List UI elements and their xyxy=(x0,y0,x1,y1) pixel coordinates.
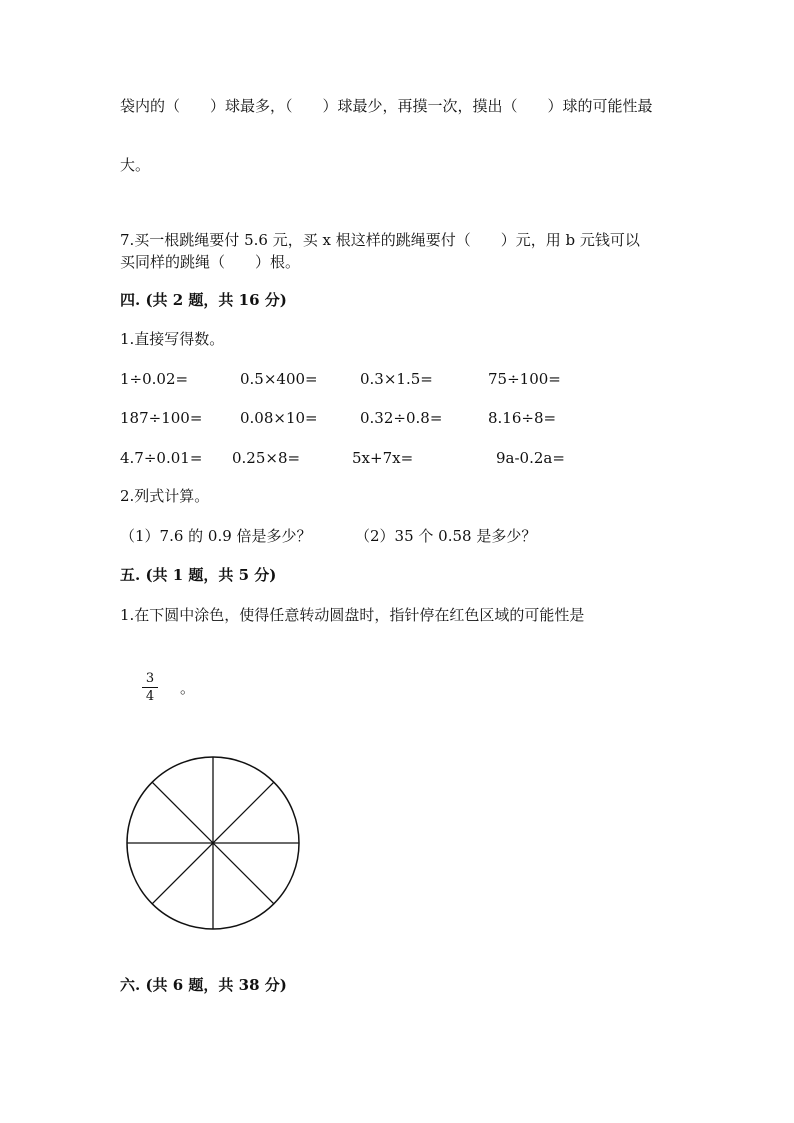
calc-item: 0.3×1.5= xyxy=(360,370,433,388)
fraction-period: 。 xyxy=(180,679,196,697)
spinner-disk[interactable] xyxy=(125,755,301,931)
section-4-q1-title: 1.直接写得数。 xyxy=(120,330,225,348)
calc-item: 75÷100= xyxy=(488,370,561,388)
fraction-denominator: 4 xyxy=(145,689,155,704)
calc-item: 0.08×10= xyxy=(240,409,318,427)
section-5-title: 五. (共 1 题，共 5 分) xyxy=(120,566,277,584)
question-6-line-2: 大。 xyxy=(120,156,151,174)
calc-item: 0.5×400= xyxy=(240,370,318,388)
calc-item: 8.16÷8= xyxy=(488,409,557,427)
fraction-three-quarters xyxy=(140,671,160,704)
question-7-line-1: 7.买一根跳绳要付 5.6 元，买 x 根这样的跳绳要付（ ）元，用 b 元钱可以 xyxy=(120,231,640,249)
question-6-line-1: 袋内的（ ）球最多，（ ）球最少，再摸一次，摸出（ ）球的可能性最 xyxy=(120,97,653,115)
section-6-title: 六. (共 6 题，共 38 分) xyxy=(120,976,287,994)
calc-item: 0.25×8= xyxy=(232,449,301,467)
calc-item: 187÷100= xyxy=(120,409,203,427)
section-4-title: 四. (共 2 题，共 16 分) xyxy=(120,291,287,309)
sector-dividers xyxy=(127,757,299,929)
calc-item: 9a-0.2a= xyxy=(496,449,565,467)
section-4-q2-b: （2）35 个 0.58 是多少？ xyxy=(355,527,537,545)
section-4-q2-a: （1）7.6 的 0.9 倍是多少？ xyxy=(120,527,312,545)
fraction-numerator: 3 xyxy=(145,671,155,686)
calc-item: 0.32÷0.8= xyxy=(360,409,443,427)
fraction-bar xyxy=(142,687,158,688)
question-7-line-2: 买同样的跳绳（ ）根。 xyxy=(120,253,301,271)
section-5-q1-text: 1.在下圆中涂色，使得任意转动圆盘时，指针停在红色区域的可能性是 xyxy=(120,606,585,624)
calc-item: 1÷0.02= xyxy=(120,370,189,388)
calc-item: 5x+7x= xyxy=(352,449,414,467)
calc-item: 4.7÷0.01= xyxy=(120,449,203,467)
section-4-q2-title: 2.列式计算。 xyxy=(120,487,210,505)
